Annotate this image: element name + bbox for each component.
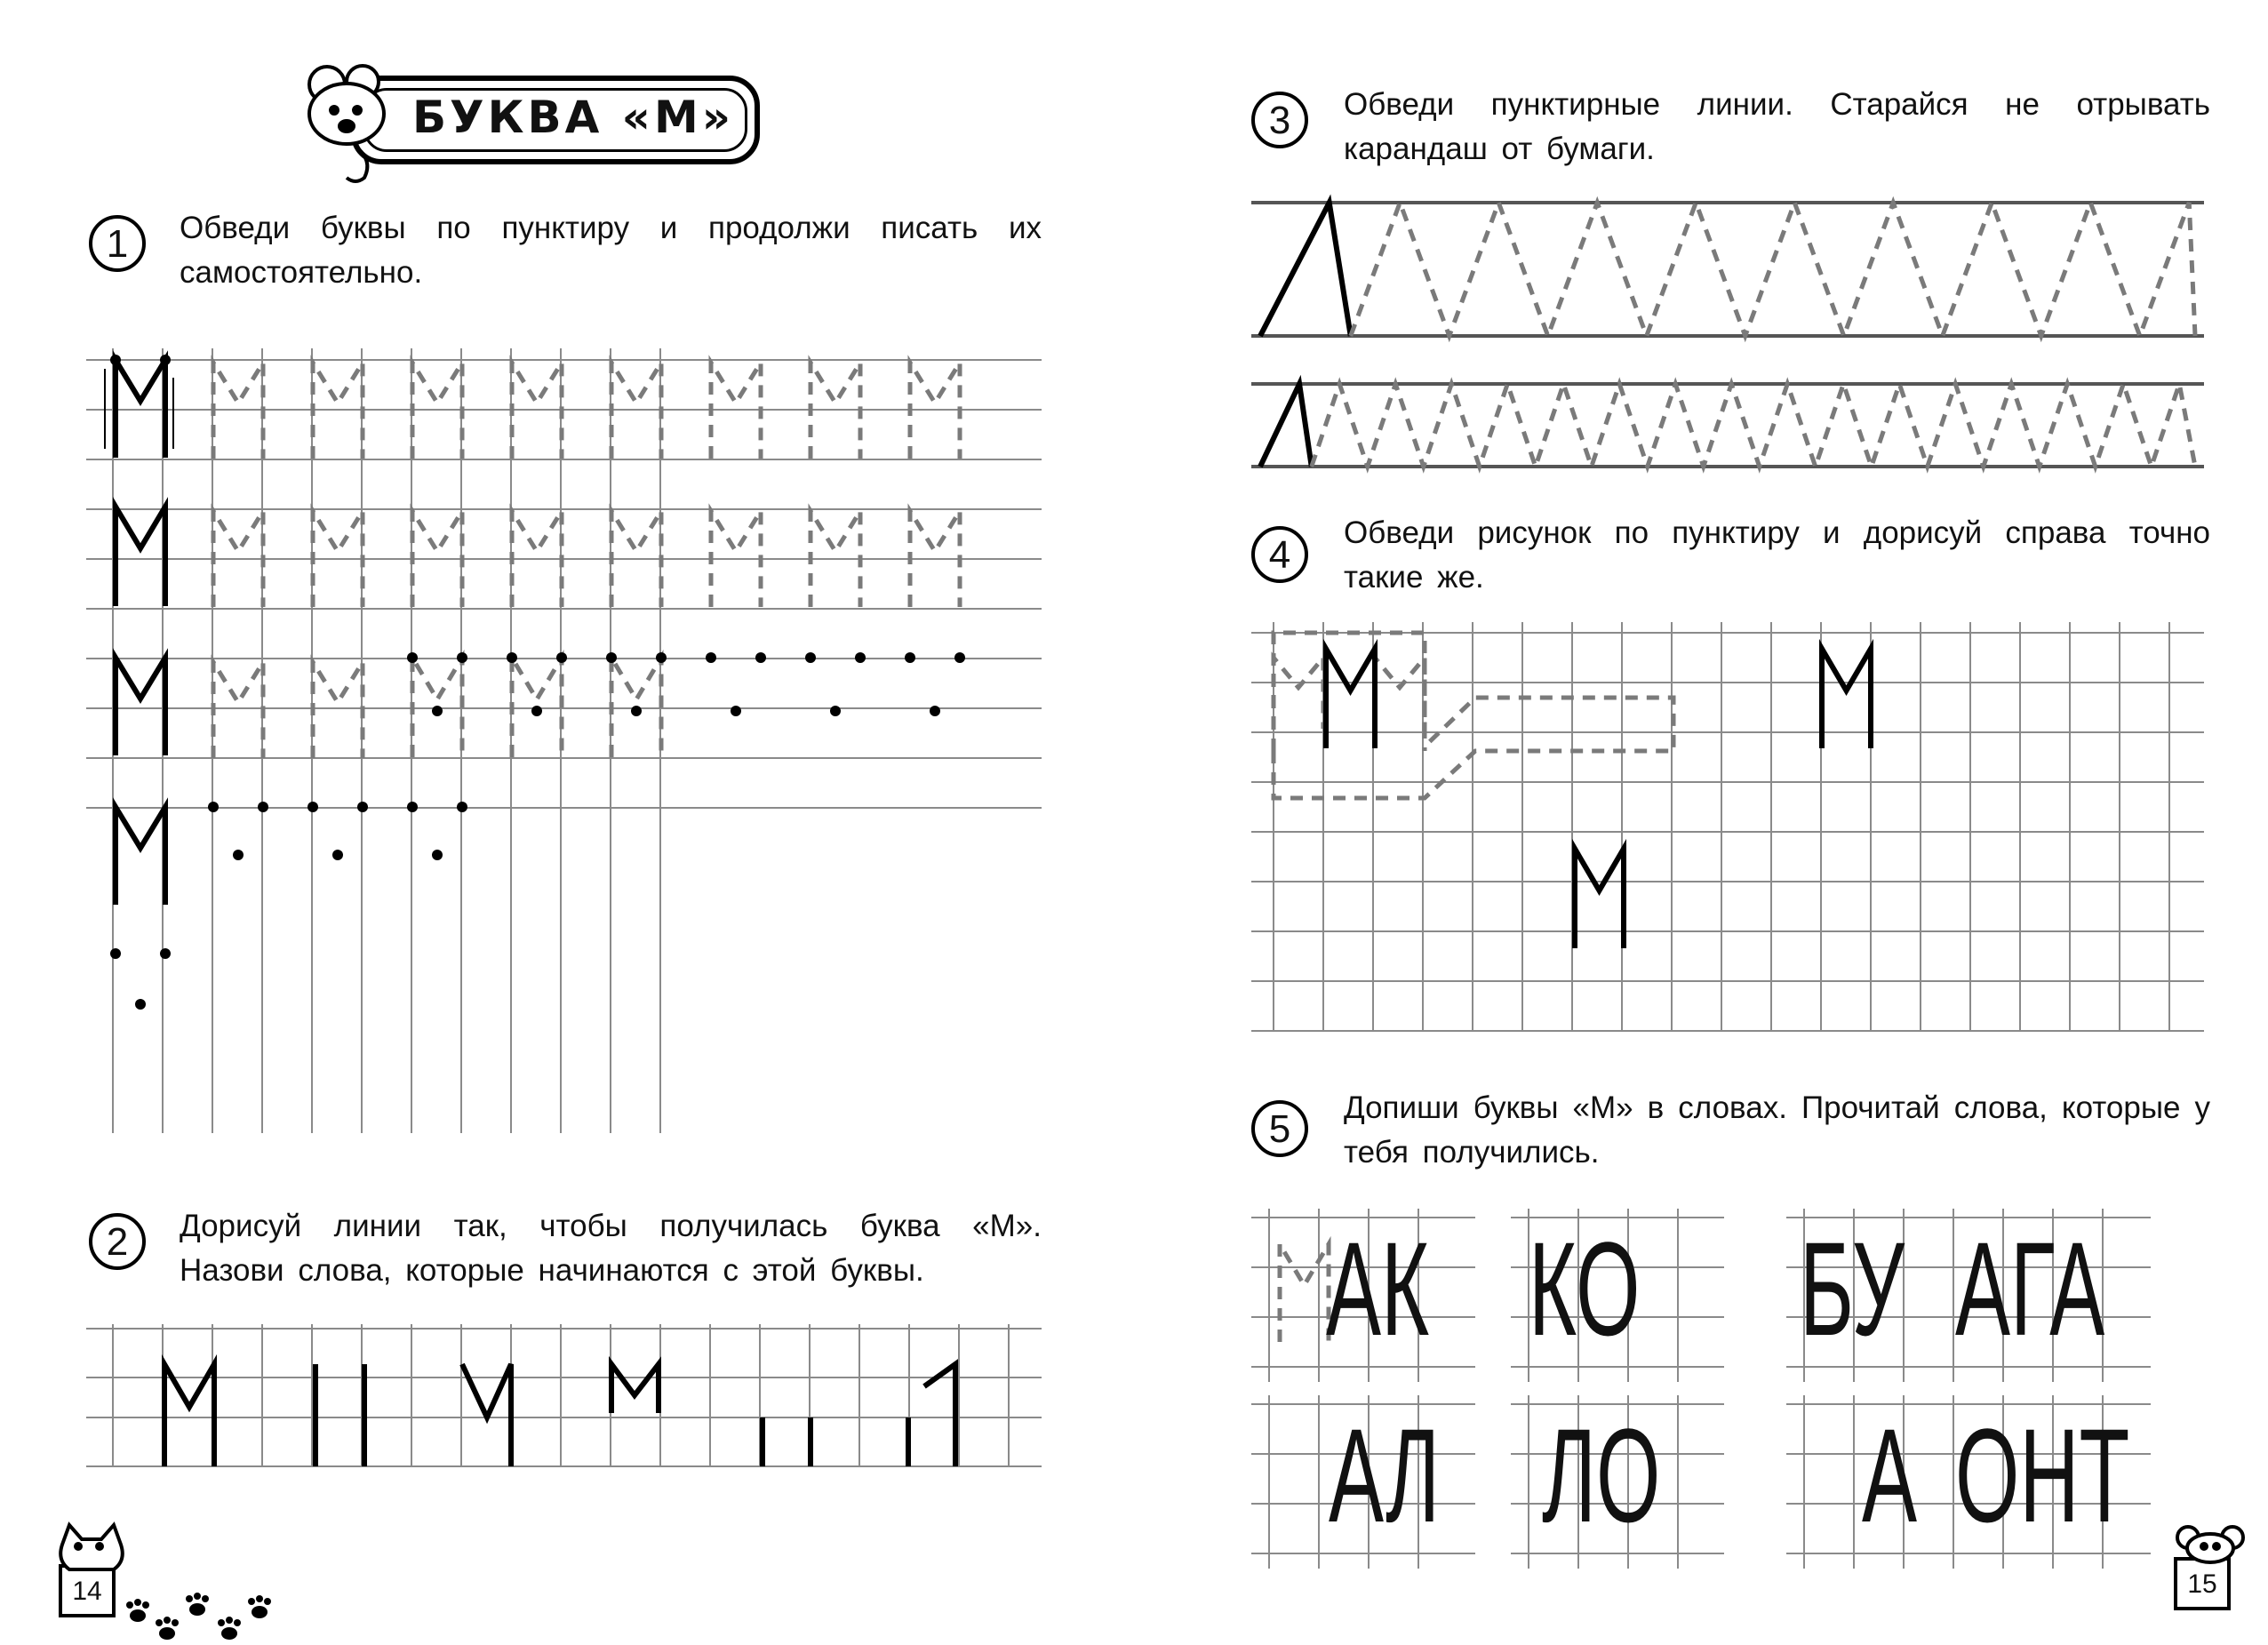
task-3-text: Обведи пунктирные линии. Старайся не отрывать карандаш от бумаги. xyxy=(1344,87,2210,166)
guide-dot xyxy=(631,706,642,716)
guide-dot xyxy=(432,850,443,860)
guide-dot xyxy=(407,652,418,663)
partial-letter-stroke xyxy=(462,1364,511,1466)
guide-dot xyxy=(110,948,121,959)
guide-dot xyxy=(905,652,915,663)
solid-letter-m xyxy=(116,807,165,905)
guide-dot xyxy=(954,652,965,663)
task-5-text: Допиши буквы «М» в словах. Прочитай слова, которые у тебя получились. xyxy=(1344,1090,2210,1170)
guide-dot xyxy=(258,802,268,812)
dashed-letter-m xyxy=(1280,1244,1329,1342)
guide-dot xyxy=(755,652,766,663)
page-number-right: 15 xyxy=(2174,1557,2231,1610)
start-dot xyxy=(160,355,171,365)
guide-dot xyxy=(930,706,940,716)
dashed-letter-m xyxy=(313,662,363,758)
start-dot xyxy=(110,355,121,365)
dashed-letter-m xyxy=(1274,658,1323,729)
guide-dot xyxy=(233,850,244,860)
guide-dot xyxy=(457,802,467,812)
guide-dot xyxy=(160,948,171,959)
word-5-letters: ЛО xyxy=(1542,1401,1661,1550)
guide-dot xyxy=(457,652,467,663)
guide-dot xyxy=(332,850,343,860)
word-3-letters-a: БУ xyxy=(1800,1214,1905,1363)
guide-dot xyxy=(432,706,443,716)
guide-dot xyxy=(656,652,667,663)
guide-dot xyxy=(606,652,617,663)
word-6-letters-b: ОНТ xyxy=(1955,1401,2130,1550)
guide-dot xyxy=(731,706,741,716)
guide-dot xyxy=(507,652,517,663)
solid-letter-m xyxy=(1822,649,1871,748)
guide-dot xyxy=(357,802,368,812)
word-2-letters: КО xyxy=(1529,1214,1641,1363)
zigzag-example xyxy=(1260,203,1351,336)
dashed-zigzag xyxy=(1312,384,2195,467)
guide-dot xyxy=(830,706,841,716)
solid-letter-m xyxy=(116,507,165,606)
word-1-letters: АК xyxy=(1326,1214,1430,1363)
guide-dot xyxy=(208,802,219,812)
guide-dot xyxy=(135,999,146,1010)
dashed-letter-m xyxy=(1375,658,1425,729)
task-1-number: 1 xyxy=(89,215,146,272)
guide-dot xyxy=(805,652,816,663)
task-2-number: 2 xyxy=(89,1213,146,1270)
solid-letter-m xyxy=(1326,649,1375,748)
dashed-zigzag xyxy=(1351,203,2195,336)
word-3-letters-b: АГА xyxy=(1955,1214,2105,1363)
page-number-left: 14 xyxy=(59,1564,116,1617)
task-1-text: Обведи буквы по пунктиру и продолжи писать их самостоятельно. xyxy=(180,211,1042,290)
partial-letter-stroke xyxy=(924,1364,955,1466)
guide-dot xyxy=(531,706,542,716)
guide-dot xyxy=(407,802,418,812)
task-2-text: Дорисуй линии так, чтобы получилась буква «М». Назови слова, которые начинаются с этой буквы. xyxy=(180,1209,1042,1288)
word-6-letters-a: А xyxy=(1862,1401,1918,1550)
guide-dot xyxy=(855,652,866,663)
word-4-letters: АЛ xyxy=(1329,1401,1441,1550)
page-title: БУКВА «М» xyxy=(411,92,735,143)
dashed-letter-m xyxy=(213,662,263,758)
guide-dot xyxy=(706,652,716,663)
zigzag-example xyxy=(1260,384,1312,467)
task-4-number: 4 xyxy=(1251,526,1308,583)
partial-letter-m xyxy=(164,1364,214,1466)
task-4-text: Обведи рисунок по пунктиру и дорисуй справа точно такие же. xyxy=(1344,515,2210,595)
task-5-number: 5 xyxy=(1251,1100,1308,1157)
solid-letter-m xyxy=(1575,849,1624,948)
partial-letter-stroke xyxy=(611,1364,659,1413)
solid-letter-m xyxy=(116,658,165,755)
guide-dot xyxy=(307,802,318,812)
task-3-number: 3 xyxy=(1251,92,1308,148)
guide-dot xyxy=(556,652,567,663)
